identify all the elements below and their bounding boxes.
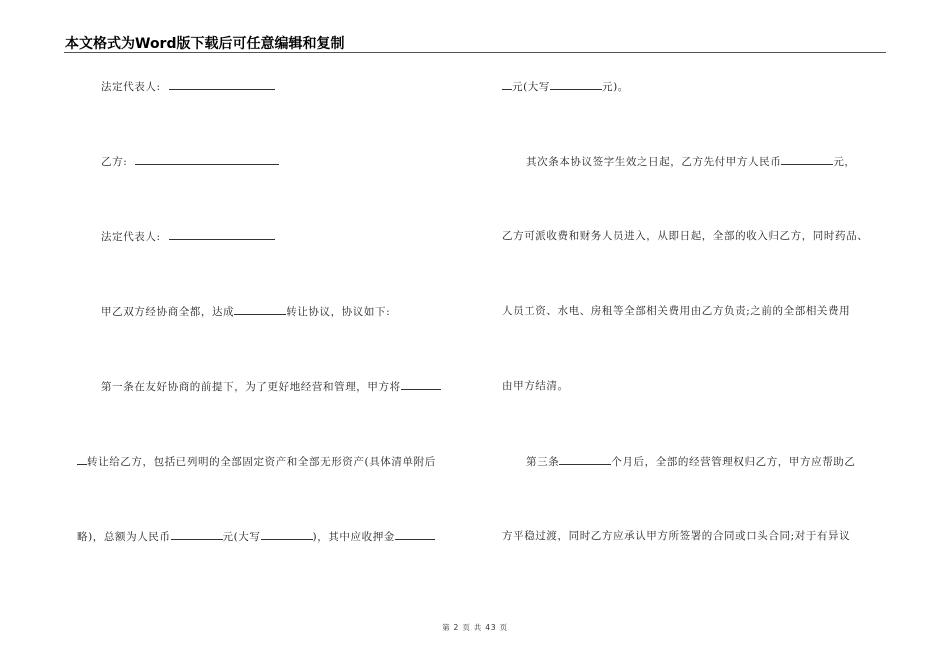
text-line-deposit-words — [502, 79, 629, 94]
total-amount-label: 略)，总额为人民币 — [77, 531, 171, 543]
deposit-words-end: 元)。 — [602, 81, 629, 93]
article-2-end: 元， — [833, 156, 856, 168]
article-1-text: 第一条在友好协商的前提下，为了更好地经营和管理，甲方将 — [101, 381, 401, 393]
blank-deposit-cont — [502, 79, 512, 90]
article-2-cont-1: 乙方可派收费和财务人员进入，从即日起，全部的收入归乙方，同时药品、 — [502, 230, 869, 242]
article-1-cont-text: 转让给乙方，包括已列明的全部固定资产和全部无形资产(具体清单附后 — [87, 456, 436, 468]
party-b-label: 乙方: — [101, 156, 128, 168]
legal-rep-label-2: 法定代表人: — [101, 231, 161, 243]
blank-deposit-words — [550, 79, 602, 90]
deposit-label: )，其中应收押金 — [312, 531, 395, 543]
page-number-footer: 第 2 页 共 43 页 — [442, 623, 508, 632]
blank-months — [559, 454, 611, 465]
text-line-article-3-cont — [502, 529, 850, 543]
deposit-words-label: 元(大写 — [512, 81, 550, 93]
article-3-cont: 方平稳过渡，同时乙方应承认甲方所签署的合同或口头合同;对于有异议 — [502, 530, 851, 542]
article-3-text: 个月后，全部的经营管理权归乙方，甲方应帮助乙 — [611, 456, 856, 468]
text-line-article-2-cont-2 — [502, 304, 850, 318]
article-3-label: 第三条 — [526, 456, 560, 468]
article-2-cont-2: 人员工资、水电、房租等全部相关费用由乙方负责;之前的全部相关费用 — [502, 305, 851, 317]
text-line-article-2-cont-1 — [502, 229, 868, 243]
text-line-article-2-cont-3 — [502, 379, 569, 393]
article-2-text: 其次条本协议签字生效之日起，乙方先付甲方人民币 — [526, 156, 782, 168]
text-line-article-3 — [526, 454, 856, 469]
legal-rep-label: 法定代表人: — [101, 81, 161, 93]
article-2-cont-3: 由甲方结清。 — [502, 380, 569, 392]
text-line-article-2 — [526, 154, 856, 169]
document-header-title: 本文格式为Word版下载后可任意编辑和复制 — [65, 36, 345, 52]
total-amount-words-label: 元(大写 — [222, 531, 261, 543]
blank-advance-payment — [781, 154, 833, 165]
agreement-intro-b: 转让协议，协议如下: — [286, 306, 391, 318]
agreement-intro-a: 甲乙双方经协商全都，达成 — [101, 306, 235, 318]
